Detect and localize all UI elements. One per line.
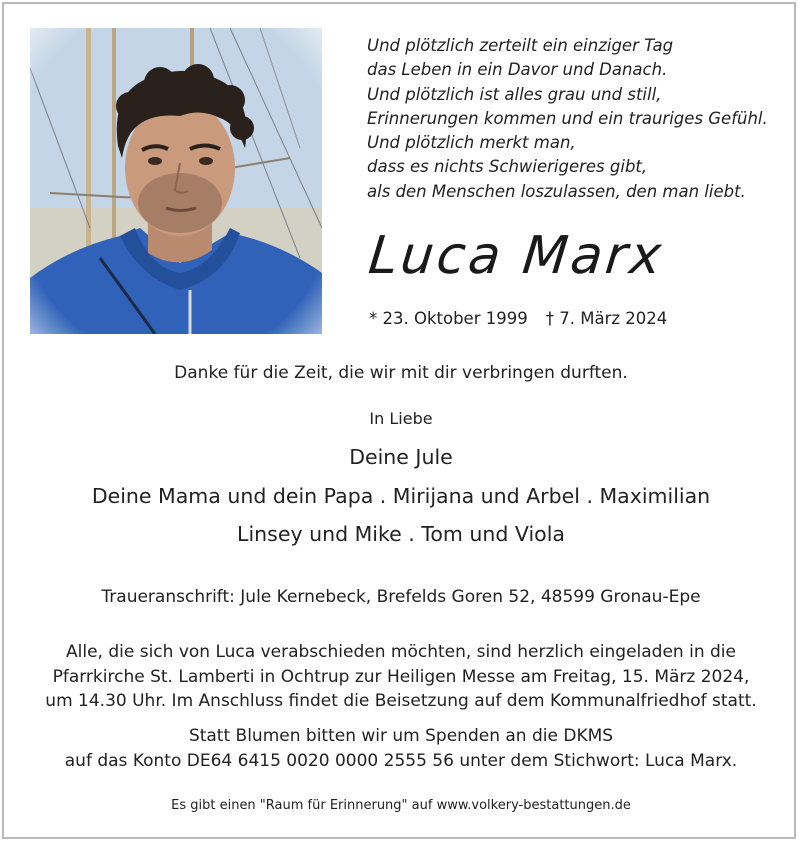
thanks-text: Danke für die Zeit, die wir mit dir verbringen durften. — [174, 363, 628, 383]
poem-line: als den Menschen loszulassen, den man liebt. — [367, 181, 746, 201]
poem-line: Und plötzlich ist alles grau und still, — [367, 84, 662, 104]
donation-line: auf das Konto DE64 6415 0020 0000 2555 56 unter dem Stichwort: Luca Marx. — [64, 750, 738, 771]
birth-date: * 23. Oktober 1999 — [369, 309, 528, 328]
ceremony-line: Alle, die sich von Luca verabschieden möchten, sind herzlich eingeladen in die — [66, 642, 736, 662]
poem-line: Und plötzlich zerteilt ein einziger Tag — [367, 36, 674, 55]
ceremony-line: um 14.30 Uhr. Im Anschluss findet die Beisetzung auf dem Kommunalfriedhof statt. — [45, 691, 757, 711]
mourner-line: Deine Jule — [349, 445, 453, 469]
poem-line: dass es nichts Schwierigeres gibt, — [367, 157, 648, 177]
ceremony-text — [4, 640, 798, 714]
deceased-name: Luca Marx — [365, 226, 667, 286]
poem — [367, 34, 787, 204]
donation-text — [4, 724, 798, 773]
life-dates — [369, 309, 667, 328]
poem-line: das Leben in ein Davor und Danach. — [367, 60, 668, 80]
poem-line: Erinnerungen kommen und ein trauriges Gefühl. — [367, 108, 768, 128]
mourning-address: Traueranschrift: Jule Kernebeck, Brefelds Goren 52, 48599 Gronau-Epe — [101, 587, 701, 607]
in-love-label: In Liebe — [369, 409, 433, 428]
footer-memorial-link[interactable]: Es gibt einen "Raum für Erinnerung" auf www.volkery-bestattungen.de — [171, 798, 631, 813]
mourner-line: Deine Mama und dein Papa . Mirijana und Arbel . Maximilian — [91, 484, 711, 508]
ceremony-line: Pfarrkirche St. Lamberti in Ochtrup zur Heiligen Messe am Freitag, 15. März 2024, — [52, 666, 750, 687]
donation-line: Statt Blumen bitten wir um Spenden an die DKMS — [188, 726, 614, 746]
obituary-card — [2, 2, 796, 839]
poem-line: Und plötzlich merkt man, — [367, 133, 576, 153]
portrait-photo — [30, 28, 322, 334]
mourner-line: Linsey und Mike . Tom und Viola — [237, 522, 565, 546]
death-date: † 7. März 2024 — [545, 309, 668, 328]
